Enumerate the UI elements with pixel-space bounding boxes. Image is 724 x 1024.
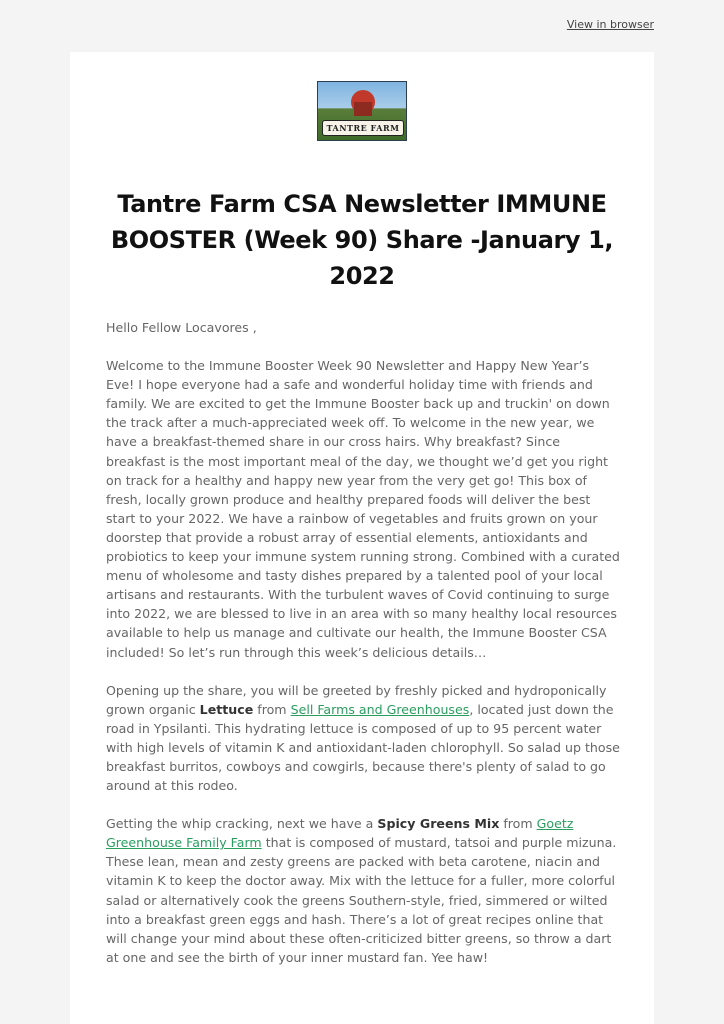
greeting: Hello Fellow Locavores ,	[106, 320, 257, 335]
view-in-browser-link[interactable]: View in browser	[566, 18, 654, 31]
lettuce-item: Lettuce	[199, 701, 254, 717]
paragraph-lettuce-intro: Opening up the share, you will be greeted by freshly picked and hydroponically grown organic	[106, 682, 607, 717]
sell-farms-link[interactable]: Sell Farms and Greenhouses	[290, 701, 470, 717]
spicy-greens-item: Spicy Greens Mix	[377, 816, 500, 832]
newsletter-card	[70, 52, 654, 1024]
newsletter-title: Tantre Farm CSA Newsletter IMMUNE BOOSTER (Week 90) Share -January 1, 2022	[110, 190, 614, 290]
paragraph-lettuce	[106, 681, 620, 796]
tantre-farm-logo	[317, 81, 407, 141]
paragraph-greens-from: from	[499, 816, 537, 832]
logo-container	[317, 81, 407, 141]
paragraph-greens-intro: Getting the whip cracking, next we have a	[106, 816, 378, 832]
logo-banner: TANTRE FARM	[322, 120, 404, 136]
paragraph-lettuce-from: from	[253, 701, 291, 717]
newsletter-body	[106, 318, 620, 986]
paragraph-greens	[106, 814, 620, 967]
paragraph-lettuce-rest: , located just down the road in Ypsilanti. This hydrating lettuce is composed of up to 95 percent water with high levels of vitamin K and antioxidant-laden chlorophyll. So salad up those breakfast burritos, cowboys and cowgirls, because there's plenty of salad to go around at this rodeo.	[106, 701, 620, 794]
paragraph-intro: Welcome to the Immune Booster Week 90 Newsletter and Happy New Year’s Eve! I hope everyone had a safe and wonderful holiday time with friends and family. We are excited to get the Immune Booster back up and truckin' on down the track after a much-appreciated week off. To welcome in the new year, we have a breakfast-themed share in our cross hairs. Why breakfast? Since breakfast is the most important meal of the day, we thought we’d get you right on track for a healthy and happy new year from the very get go! This box of fresh, locally grown produce and healthy prepared foods will deliver the best start to your 2022. We have a rainbow of vegetables and fruits grown on your doorstep that provide a robust array of essential elements, antioxidants and probiotics to keep your immune system running strong. Combined with a curated menu of wholesome and tasty dishes prepared by a talented pool of your local artisans and restaurants. With the turbulent waves of Covid continuing to surge into 2022, we are blessed to live in an area with so many healthy local resources available to help us manage and cultivate our health, the Immune Booster CSA included! So let’s run through this week’s delicious details…	[106, 358, 620, 660]
paragraph-greens-rest: that is composed of mustard, tatsoi and purple mizuna. These lean, mean and zesty greens are packed with beta carotene, niacin and vitamin K to keep the doctor away. Mix with the lettuce for a fuller, more colorful salad or alternatively cook the greens Southern-style, fried, simmered or wilted into a breakfast green eggs and hash. There’s a lot of great recipes online that will change your mind about these often-criticized bitter greens, so throw a dart at one and see the birth of your inner mustard fan. Yee haw!	[106, 835, 617, 965]
goetz-greenhouse-link[interactable]: Goetz Greenhouse Family Farm	[106, 816, 574, 851]
logo-barn-icon	[354, 102, 372, 116]
top-bar	[567, 18, 654, 31]
